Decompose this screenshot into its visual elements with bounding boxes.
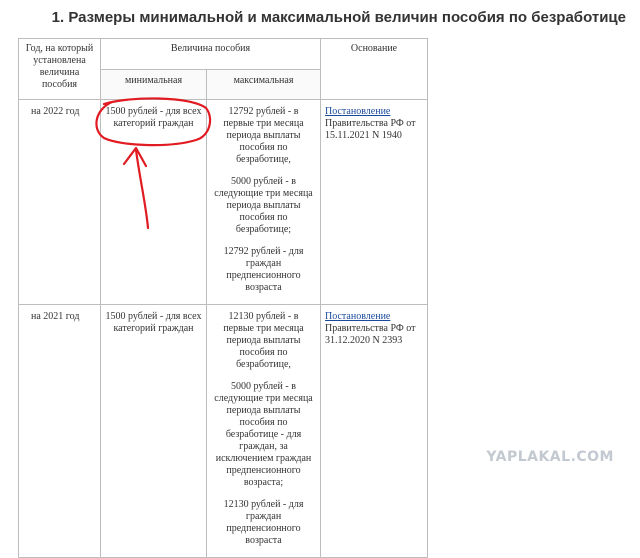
cell-basis (321, 100, 428, 305)
max-line: 12792 рублей - в первые три месяца периода выплаты пособия по безработице, (223, 106, 304, 165)
basis-link[interactable]: Постановление (325, 106, 391, 117)
benefits-table (18, 38, 428, 558)
cell-year: на 2022 год (19, 100, 101, 305)
max-line: 5000 рублей - в следующие три месяца периода выплаты пособия по безработице; (214, 176, 313, 235)
header-year: Год, на который установлена величина пособия (19, 39, 101, 100)
basis-text: Правительства РФ от 15.11.2021 N 1940 (325, 118, 416, 141)
max-line: 5000 рублей - в следующие три месяца периода выплаты пособия по безработице - для граждан, за исключением граждан предпенсионного возраста; (214, 381, 313, 488)
cell-max (207, 100, 321, 305)
basis-text: Правительства РФ от 31.12.2020 N 2393 (325, 323, 416, 346)
max-line: 12130 рублей - в первые три месяца периода выплаты пособия по безработице, (223, 311, 304, 370)
cell-min: 1500 рублей - для всех категорий граждан (101, 305, 207, 558)
cell-min: 1500 рублей - для всех категорий граждан (101, 100, 207, 305)
cell-max (207, 305, 321, 558)
table-row (19, 100, 428, 305)
header-max: максимальная (207, 70, 321, 100)
basis-link[interactable]: Постановление (325, 311, 391, 322)
header-min: минимальная (101, 70, 207, 100)
page-heading: 1. Размеры минимальной и максимальной величин пособия по безработице (51, 9, 626, 26)
max-line: 12792 рублей - для граждан предпенсионного возраста (223, 246, 304, 293)
header-basis: Основание (321, 39, 428, 100)
header-amount: Величина пособия (101, 39, 321, 70)
max-line: 12130 рублей - для граждан предпенсионного возраста (223, 499, 304, 546)
cell-year: на 2021 год (19, 305, 101, 558)
table-row (19, 305, 428, 558)
cell-basis (321, 305, 428, 558)
watermark: YAPLAKAL.COM (486, 449, 614, 465)
